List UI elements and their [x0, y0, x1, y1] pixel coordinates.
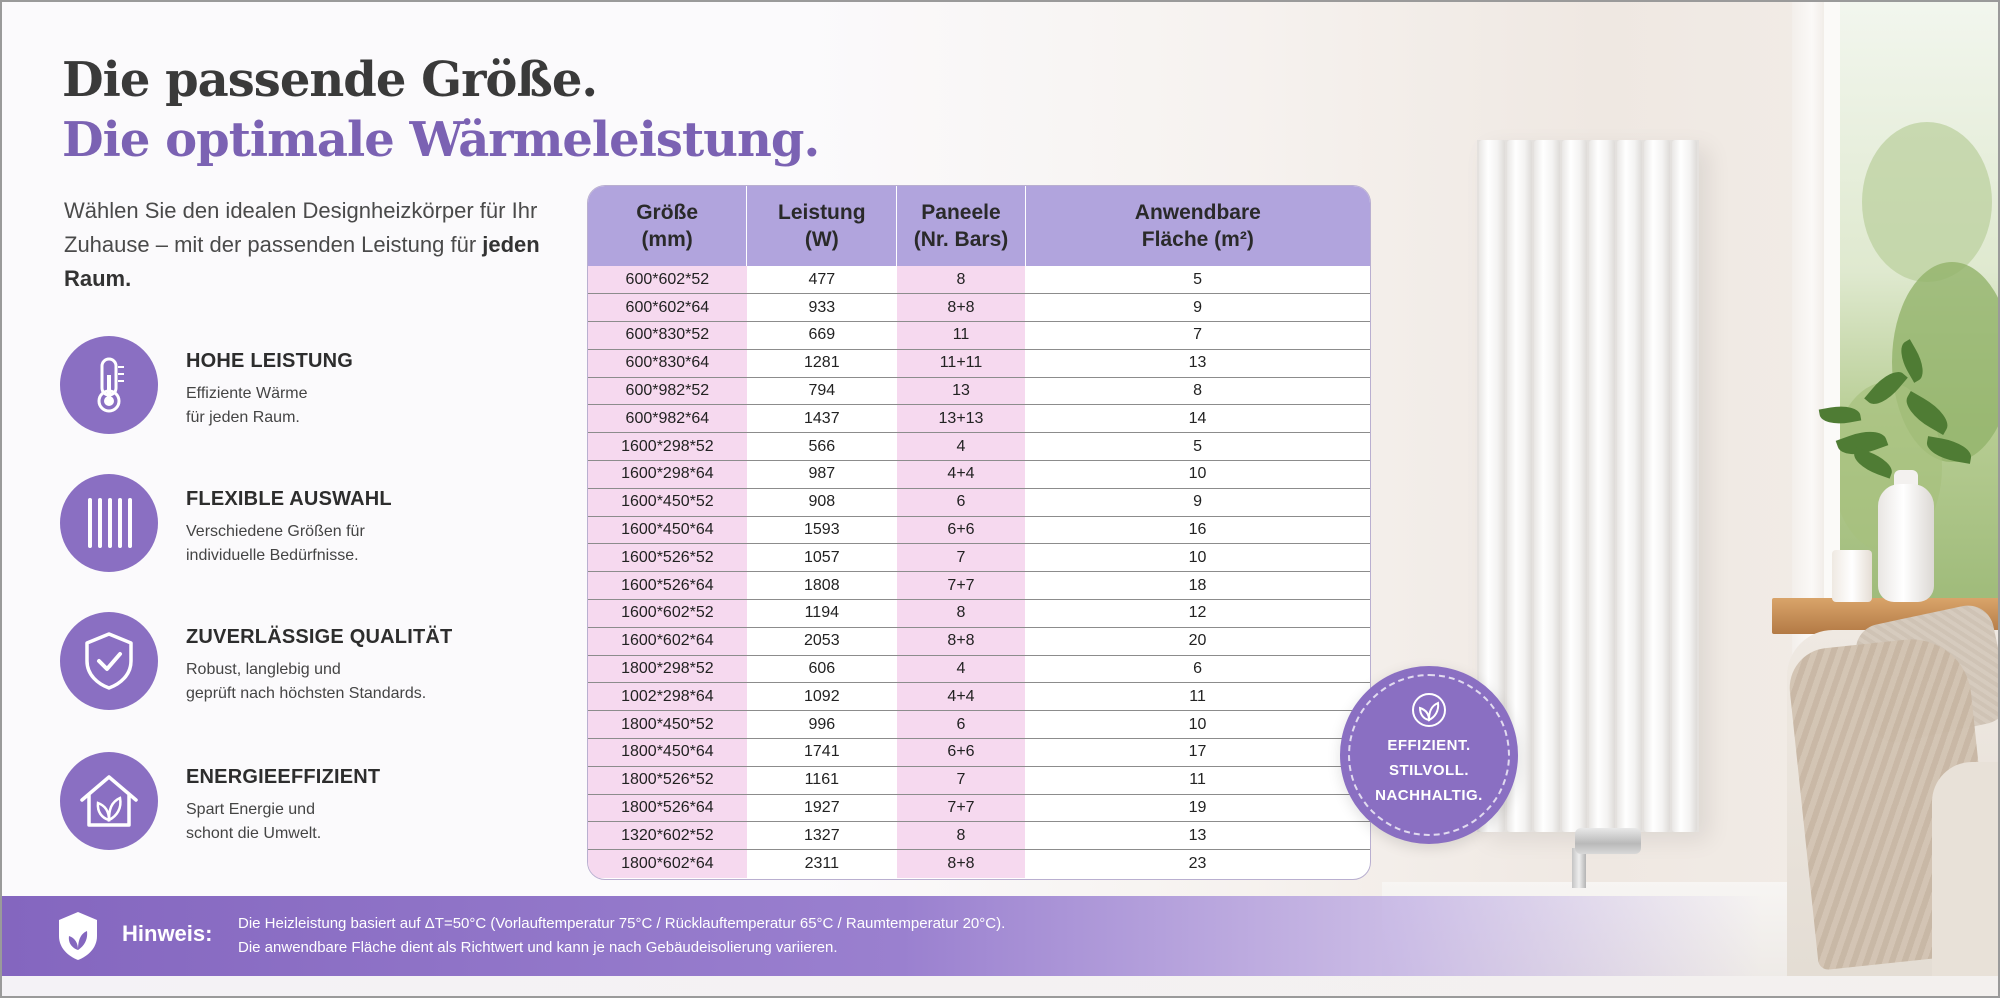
table-cell: 11	[897, 322, 1025, 350]
leaf-icon	[1409, 692, 1449, 733]
feature-flexible-auswahl	[60, 474, 580, 574]
table-row	[588, 433, 1370, 461]
header-line: Anwendbare	[1134, 201, 1261, 224]
table-cell: 1800*602*64	[588, 850, 747, 878]
feature-desc-line: für jeden Raum.	[186, 409, 300, 426]
feature-desc-line: geprüft nach höchsten Standards.	[186, 685, 427, 702]
table-cell: 477	[747, 266, 897, 294]
table-cell: 1800*526*52	[588, 766, 747, 794]
table-cell: 11	[1025, 766, 1370, 794]
feature-zuverlaessige-qualitaet	[60, 612, 580, 712]
radiator-pipe	[1572, 848, 1586, 888]
table-cell: 1741	[747, 739, 897, 767]
header-line: (mm)	[641, 228, 693, 251]
table-cell: 1194	[747, 600, 897, 628]
table-cell: 6	[1025, 655, 1370, 683]
table-cell: 4+4	[897, 683, 1025, 711]
table-cell: 1327	[747, 822, 897, 850]
header-line: (W)	[804, 228, 839, 251]
feature-description	[186, 520, 546, 568]
table-cell: 1092	[747, 683, 897, 711]
table-cell: 600*830*52	[588, 322, 747, 350]
note-banner	[2, 896, 2000, 976]
table-cell: 17	[1025, 739, 1370, 767]
table-row	[588, 461, 1370, 489]
bottom-strip	[2, 976, 2000, 998]
radiator-valve	[1575, 828, 1641, 854]
table-cell: 2311	[804, 854, 839, 872]
table-cell: 14	[1025, 405, 1370, 433]
table-cell: 1600*450*64	[588, 516, 747, 544]
feature-description	[186, 798, 546, 846]
table-cell: 1161	[747, 766, 897, 794]
table-cell: 794	[747, 377, 897, 405]
table-cell: 1281	[747, 349, 897, 377]
table-row	[588, 516, 1370, 544]
table-cell: 7+7	[897, 794, 1025, 822]
table-cell: 4	[897, 433, 1025, 461]
table-cell: 8	[1025, 377, 1370, 405]
specs-table	[587, 185, 1371, 880]
table-cell: 8+8	[897, 294, 1025, 322]
table-row	[588, 711, 1370, 739]
table-cell: 7	[1025, 322, 1370, 350]
table-cell: 1600*602*64	[588, 627, 747, 655]
table-row	[588, 655, 1370, 683]
table-cell: 19	[1025, 794, 1370, 822]
page-subtitle: Die optimale Wärmeleistung.	[62, 112, 820, 168]
table-cell: 1320*602*52	[588, 822, 747, 850]
window-frame	[1824, 2, 1840, 602]
table-cell: 4+4	[897, 461, 1025, 489]
table-cell: 1437	[747, 405, 897, 433]
feature-title: FLEXIBLE AUSWAHL	[186, 488, 392, 510]
table-cell: 10	[1025, 461, 1370, 489]
house-leaf-icon	[60, 752, 158, 850]
table-cell: 20	[1025, 627, 1370, 655]
bars-icon	[60, 474, 158, 572]
table-cell: 1600*450*52	[588, 488, 747, 516]
table-row	[588, 488, 1370, 516]
table-row	[588, 572, 1370, 600]
table-cell: 1808	[747, 572, 897, 600]
table-row	[588, 544, 1370, 572]
table-cell: 600*602*64	[588, 294, 747, 322]
table-cell: 1927	[747, 794, 897, 822]
table-row	[588, 739, 1370, 767]
table-cell: 987	[747, 461, 897, 489]
feature-desc-line: Robust, langlebig und	[186, 661, 341, 678]
page-title: Die passende Größe.	[62, 52, 598, 108]
table-row	[588, 600, 1370, 628]
table-row	[588, 822, 1370, 850]
feature-desc-line: schont die Umwelt.	[186, 825, 322, 842]
table-cell: 5	[1025, 266, 1370, 294]
table-cell: 13	[1025, 349, 1370, 377]
table-cell: 12	[1025, 600, 1370, 628]
table-cell: 1800*450*64	[588, 739, 747, 767]
table-cell: 16	[1025, 516, 1370, 544]
table-row	[588, 349, 1370, 377]
table-cell: 18	[1025, 572, 1370, 600]
table-row	[588, 377, 1370, 405]
feature-title: ZUVERLÄSSIGE QUALITÄT	[186, 626, 453, 648]
table-cell: 9	[1025, 488, 1370, 516]
feature-desc-line: Effiziente Wärme	[186, 385, 308, 402]
table-cell: 13	[897, 377, 1025, 405]
table-row	[588, 794, 1370, 822]
table-cell: 11+11	[897, 349, 1025, 377]
eco-badge	[1340, 666, 1518, 844]
feature-desc-line: Spart Energie und	[186, 801, 315, 818]
feature-hohe-leistung	[60, 336, 580, 436]
table-cell: 10	[1025, 544, 1370, 572]
note-text	[238, 912, 1005, 960]
table-row	[588, 850, 1370, 878]
header-flaeche	[1025, 186, 1370, 266]
table-cell: 13+13	[897, 405, 1025, 433]
table-cell: 600*982*52	[588, 377, 747, 405]
header-paneele	[897, 186, 1025, 266]
table-cell: 7	[897, 544, 1025, 572]
table-cell: 1600*526*64	[588, 572, 747, 600]
table-cell: 669	[747, 322, 897, 350]
table-cell: 1057	[747, 544, 897, 572]
table-row	[588, 766, 1370, 794]
table-cell: 600*982*64	[588, 405, 747, 433]
table-cell: 996	[747, 711, 897, 739]
table-row	[588, 266, 1370, 294]
header-line: Fläche (m²)	[1141, 228, 1254, 251]
table-cell: 6+6	[897, 516, 1025, 544]
table-cell: 11	[1025, 683, 1370, 711]
badge-line: EFFIZIENT.	[1387, 737, 1471, 754]
table-cell: 1800*298*52	[588, 655, 747, 683]
note-line: Die Heizleistung basiert auf ΔT=50°C (Vorlauftemperatur 75°C / Rücklauftemperatur 65°C / Raumtemperatur 20°C).	[238, 915, 1006, 932]
table-cell: 23	[1188, 854, 1207, 872]
table-cell: 8+8	[897, 850, 1025, 878]
table-row	[588, 405, 1370, 433]
feature-energieeffizient	[60, 752, 580, 852]
table-cell: 600*830*64	[588, 349, 747, 377]
table-cell: 933	[747, 294, 897, 322]
feature-desc-line: individuelle Bedürfnisse.	[186, 547, 359, 564]
table-cell: 13	[1025, 822, 1370, 850]
header-line: Paneele	[921, 201, 1001, 224]
table-header-row	[588, 186, 1370, 266]
note-label: Hinweis:	[122, 921, 213, 946]
intro-body: Wählen Sie den idealen Designheizkörper für Ihr Zuhause – mit der passenden Leistung für	[64, 198, 538, 257]
candle	[1832, 550, 1872, 602]
intro-bold: jeden Raum.	[64, 232, 540, 291]
table-cell: 6	[897, 711, 1025, 739]
note-line: Die anwendbare Fläche dient als Richtwert und kann je nach Gebäudeisolierung variieren.	[238, 939, 838, 956]
table-row	[588, 294, 1370, 322]
table-cell: 8+8	[897, 627, 1025, 655]
table-cell: 9	[1025, 294, 1370, 322]
table-cell: 8	[897, 266, 1025, 294]
feature-title: HOHE LEISTUNG	[186, 350, 354, 372]
table-cell: 1600*298*64	[588, 461, 747, 489]
header-line: (Nr. Bars)	[913, 228, 1009, 251]
header-leistung	[747, 186, 897, 266]
table-row	[588, 627, 1370, 655]
table-cell: 908	[747, 488, 897, 516]
table-cell: 566	[747, 433, 897, 461]
badge-line: STILVOLL.	[1388, 762, 1470, 779]
table-cell: 6	[897, 488, 1025, 516]
vase	[1878, 484, 1934, 602]
table-cell: 2053	[747, 627, 897, 655]
header-line: Leistung	[778, 201, 866, 224]
thermometer-icon	[60, 336, 158, 434]
table-cell: 7	[897, 766, 1025, 794]
header-line: Größe	[636, 201, 699, 224]
table-cell: 1800*450*52	[588, 711, 747, 739]
feature-description	[186, 658, 546, 706]
table-cell: 1600*526*52	[588, 544, 747, 572]
table-cell: 10	[1025, 711, 1370, 739]
feature-desc-line: Verschiedene Größen für	[186, 523, 365, 540]
table-cell: 8	[897, 822, 1025, 850]
table-cell: 6+6	[897, 739, 1025, 767]
feature-title: ENERGIEEFFIZIENT	[186, 766, 381, 788]
table-cell: 1600*298*52	[588, 433, 747, 461]
table-row	[588, 322, 1370, 350]
table-cell: 1800*526*64	[588, 794, 747, 822]
table-cell: 606	[747, 655, 897, 683]
table-row	[588, 683, 1370, 711]
table-cell: 8	[897, 600, 1025, 628]
header-groesse	[588, 186, 747, 266]
table-cell: 1002*298*64	[588, 683, 747, 711]
table-cell: 4	[897, 655, 1025, 683]
table-cell: 7+7	[897, 572, 1025, 600]
badge-line: NACHHALTIG.	[1375, 787, 1483, 804]
intro-text	[64, 194, 584, 296]
table-cell: 1600*602*52	[588, 600, 747, 628]
table-cell: 5	[1025, 433, 1370, 461]
shield-leaf-icon	[56, 910, 100, 967]
shield-check-icon	[60, 612, 158, 710]
feature-description	[186, 382, 546, 430]
table-cell: 1593	[747, 516, 897, 544]
table-cell: 600*602*52	[588, 266, 747, 294]
